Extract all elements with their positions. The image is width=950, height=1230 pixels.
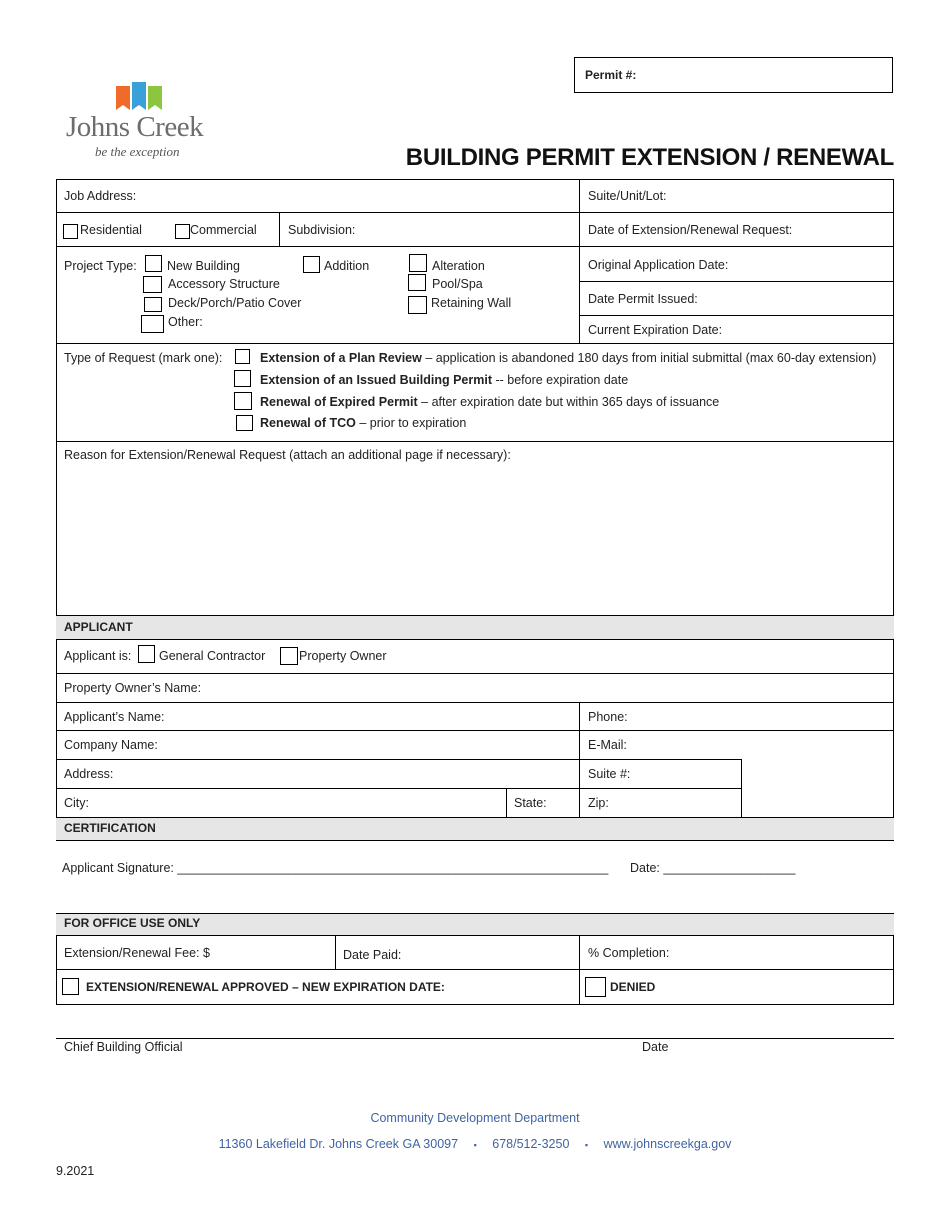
addition-label: Addition — [324, 259, 370, 273]
date-permit-issued-label: Date Permit Issued: — [588, 292, 698, 306]
permit-number-label: Permit #: — [585, 68, 637, 82]
applicant-signature-line[interactable]: Applicant Signature: ______________________________________________________________ — [62, 861, 609, 875]
deck-checkbox[interactable] — [144, 297, 162, 312]
original-application-date-label: Original Application Date: — [588, 258, 729, 272]
applicant-box — [56, 639, 894, 819]
applicant-section-header — [56, 616, 894, 640]
general-contractor-label: General Contractor — [159, 649, 266, 663]
suite-unit-lot-label: Suite/Unit/Lot: — [588, 189, 667, 203]
residential-checkbox[interactable] — [63, 224, 78, 239]
request-expired-permit-label: Renewal of Expired Permit – after expiration date but within 365 days of issuance — [260, 395, 720, 409]
owner-name-label: Property Owner’s Name: — [64, 681, 202, 695]
official-date-label: Date — [642, 1040, 669, 1054]
signature-date-line[interactable]: Date: ___________________ — [630, 861, 796, 875]
email-label: E-Mail: — [588, 738, 627, 752]
type-of-request-label: Type of Request (mark one): — [64, 351, 223, 365]
office-section-title: FOR OFFICE USE ONLY — [64, 916, 201, 930]
zip-label: Zip: — [588, 796, 609, 810]
request-tco-checkbox[interactable] — [236, 415, 253, 431]
accessory-label: Accessory Structure — [168, 277, 280, 291]
chief-building-official-label: Chief Building Official — [64, 1040, 183, 1054]
completion-label: % Completion: — [588, 946, 670, 960]
deck-label: Deck/Porch/Patio Cover — [168, 296, 302, 310]
alteration-checkbox[interactable] — [409, 254, 427, 272]
addition-checkbox[interactable] — [303, 256, 320, 273]
footer-contact — [0, 1136, 950, 1153]
logo-tagline: be the exception — [95, 144, 180, 159]
accessory-checkbox[interactable] — [143, 276, 162, 293]
city-label: City: — [64, 796, 89, 810]
request-tco-label: Renewal of TCO – prior to expiration — [260, 416, 467, 430]
fee-label: Extension/Renewal Fee: $ — [64, 946, 210, 960]
footer-bullet-icon: ▪ — [584, 1140, 589, 1150]
other-label: Other: — [168, 315, 203, 329]
approved-label: EXTENSION/RENEWAL APPROVED – NEW EXPIRATION DATE: — [86, 980, 445, 994]
request-issued-permit-checkbox[interactable] — [234, 370, 251, 387]
general-contractor-checkbox[interactable] — [138, 645, 155, 663]
project-type-label: Project Type: — [64, 259, 137, 273]
logo-flag-blue — [132, 82, 146, 110]
subdivision-label: Subdivision: — [288, 223, 356, 237]
residential-label: Residential — [80, 223, 142, 237]
denied-label: DENIED — [610, 980, 656, 994]
job-address-label: Job Address: — [64, 189, 137, 203]
company-name-label: Company Name: — [64, 738, 158, 752]
permit-number-input[interactable] — [655, 67, 880, 83]
reason-label: Reason for Extension/Renewal Request (attach an additional page if necessary): — [64, 448, 511, 462]
footer-website[interactable]: www.johnscreekga.gov — [603, 1137, 732, 1151]
new-building-label: New Building — [167, 259, 240, 273]
new-building-checkbox[interactable] — [145, 255, 162, 272]
address-label: Address: — [64, 767, 114, 781]
request-issued-permit-label: Extension of an Issued Building Permit -- before expiration date — [260, 373, 629, 387]
pool-spa-checkbox[interactable] — [408, 274, 426, 291]
logo-flag-green — [148, 86, 162, 110]
phone-label: Phone: — [588, 710, 628, 724]
date-request-label: Date of Extension/Renewal Request: — [588, 223, 793, 237]
certification-section-title: CERTIFICATION — [64, 821, 156, 835]
property-owner-label: Property Owner — [299, 649, 387, 663]
page-title: BUILDING PERMIT EXTENSION / RENEWAL — [405, 144, 894, 171]
retaining-wall-label: Retaining Wall — [431, 296, 512, 310]
date-paid-label: Date Paid: — [343, 948, 402, 962]
applicant-is-label: Applicant is: — [64, 649, 132, 663]
office-section-header — [56, 913, 894, 936]
commercial-label: Commercial — [190, 223, 257, 237]
reason-textarea[interactable] — [62, 466, 890, 612]
state-label: State: — [514, 796, 547, 810]
footer-address: 11360 Lakefield Dr. Johns Creek GA 30097 — [218, 1137, 459, 1151]
logo-flag-orange — [116, 86, 130, 110]
footer-department: Community Development Department — [370, 1111, 580, 1125]
commercial-checkbox[interactable] — [175, 224, 190, 239]
form-column-divider — [579, 179, 580, 343]
permit-number-box[interactable] — [574, 57, 893, 93]
request-plan-review-checkbox[interactable] — [235, 349, 250, 364]
footer-phone: 678/512-3250 — [492, 1137, 570, 1151]
footer-bullet-icon: ▪ — [473, 1140, 477, 1150]
applicant-section-title: APPLICANT — [64, 620, 133, 634]
certification-section-header — [56, 817, 894, 841]
retaining-wall-checkbox[interactable] — [408, 296, 427, 314]
pool-spa-label: Pool/Spa — [432, 277, 483, 291]
applicant-name-label: Applicant’s Name: — [64, 710, 165, 724]
suite-label: Suite #: — [588, 767, 631, 781]
logo-name: Johns Creek — [66, 111, 204, 143]
current-expiration-label: Current Expiration Date: — [588, 323, 723, 337]
denied-checkbox[interactable] — [585, 977, 606, 997]
approved-checkbox[interactable] — [62, 978, 79, 995]
request-plan-review-label: Extension of a Plan Review – application is abandoned 180 days from initial submittal (max 60-day extension) — [260, 351, 877, 365]
alteration-label: Alteration — [432, 259, 485, 273]
other-checkbox[interactable] — [141, 315, 164, 333]
request-expired-permit-checkbox[interactable] — [234, 392, 252, 410]
form-version: 9.2021 — [56, 1164, 95, 1178]
logo — [66, 80, 226, 164]
property-owner-checkbox[interactable] — [280, 647, 298, 665]
